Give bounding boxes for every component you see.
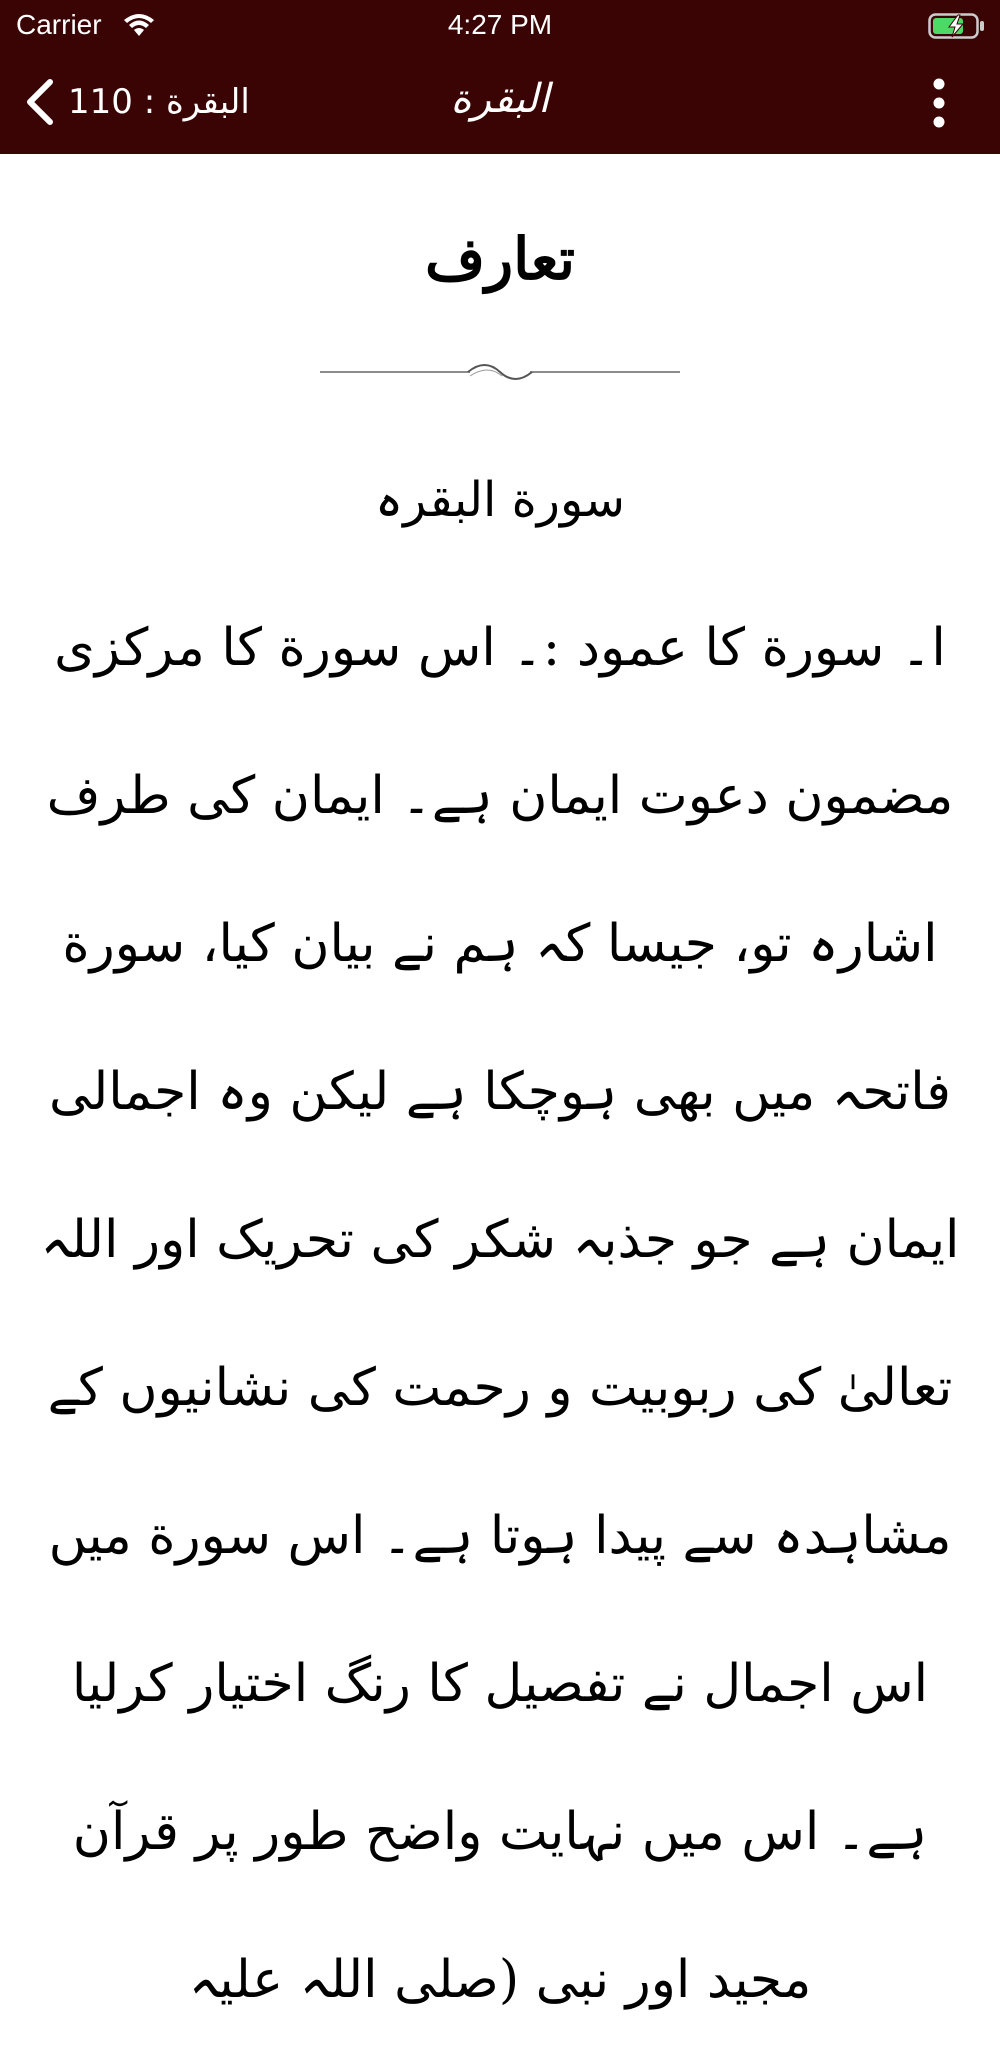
back-button-label: البقرة : 110 [68,82,250,122]
carrier-label: Carrier [16,9,102,40]
clock-label: 4:27 PM [447,9,553,40]
status-bar [0,0,1000,50]
page-title: البقرة [450,76,550,122]
ornamental-divider [320,350,680,390]
chevron-left-icon [22,76,58,128]
back-button[interactable] [22,68,250,136]
introduction-heading: تعارف [425,225,575,293]
battery-charging-icon [928,12,986,40]
more-vertical-icon[interactable] [924,76,954,130]
navigation-bar [0,50,1000,154]
content-area[interactable] [0,154,1000,2010]
surah-heading: سورة البقرہ [375,472,625,528]
surah-introduction-text: ا۔ سورة کا عمود :۔ اس سورة کا مرکزی مضمون دعوت ایمان ہے۔ ایمان کی طرف اشارہ تو، جیسا کہ ہم نے بیان کیا، سورة فاتحہ میں بھی ہوچکا ہے لیکن وہ اجمالی ایمان ہے جو جذبہ شکر کی تحریک اور اللہ تعالیٰ کی ربوبیت و رحمت کی نشانیوں کے مشاہدہ سے پیدا ہوتا ہے۔ اس سورة میں اس اجمال نے تفصیل کا رنگ اختیار کرلیا ہے۔ اس میں نہایت واضح طور پر قرآن مجید اور نبی (صلی اللہ علیہ [40,618,960,2010]
